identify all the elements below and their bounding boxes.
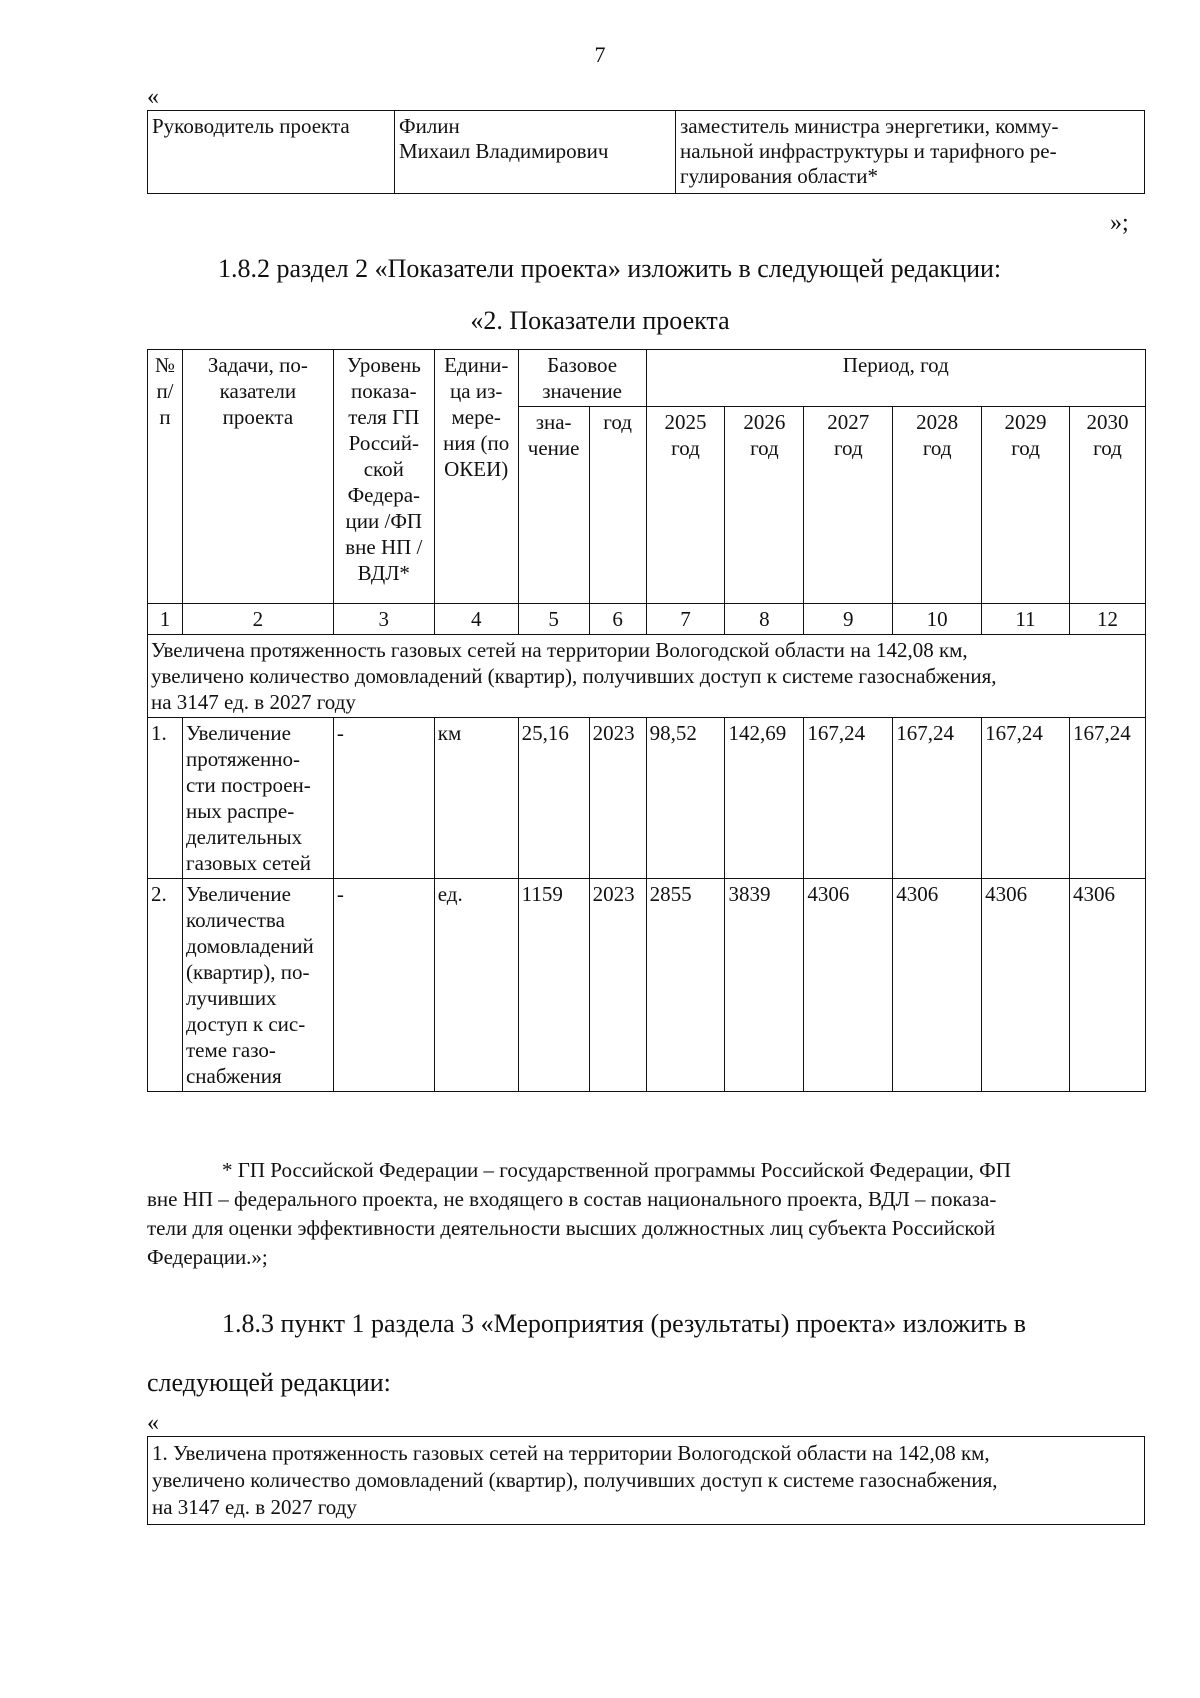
task-line: теме газо- <box>185 1038 276 1062</box>
header-text: год <box>1011 436 1040 460</box>
column-number: 4 <box>434 604 518 635</box>
row-value-2029: 167,24 <box>982 718 1070 879</box>
row-unit: ед. <box>434 879 518 1092</box>
leader-position-line: заместитель министра энергетики, комму- <box>680 114 1059 138</box>
row-base-year: 2023 <box>589 879 646 1092</box>
column-number: 7 <box>646 604 725 635</box>
result-line: увеличено количество домовладений (квартир), получивших доступ к системе газоснабжения, <box>152 1468 998 1492</box>
goal-cell <box>148 635 1146 718</box>
header-text: Федера- <box>347 483 421 507</box>
header-period <box>646 350 1145 407</box>
header-text: ния (по <box>443 431 510 455</box>
leader-name-line: Михаил Владимирович <box>399 139 609 163</box>
header-text: ции /ФП <box>345 509 423 533</box>
table-header-row <box>148 350 1146 407</box>
task-line: сти построен- <box>185 773 311 797</box>
table-row <box>148 718 1146 879</box>
leader-role: Руководитель проекта <box>152 114 350 138</box>
header-text: ца из- <box>450 379 503 403</box>
column-number: 3 <box>333 604 434 635</box>
task-line: Увеличение <box>185 721 291 745</box>
header-text: год <box>750 436 779 460</box>
header-year-2029 <box>982 407 1070 604</box>
row-value-2029: 4306 <box>982 879 1070 1092</box>
row-value-2028: 167,24 <box>893 718 982 879</box>
result-cell <box>148 1437 1145 1525</box>
leader-role-cell <box>148 111 395 194</box>
header-text: Период, год <box>842 353 949 377</box>
header-base-value <box>518 407 589 604</box>
header-base-year <box>589 407 646 604</box>
header-year-2027 <box>804 407 893 604</box>
section-1-8-3-line: следующей редакции: <box>147 1368 391 1397</box>
header-text: Россий- <box>348 431 419 455</box>
row-value-2025: 2855 <box>646 879 725 1092</box>
column-number: 12 <box>1069 604 1145 635</box>
goal-row <box>148 635 1146 718</box>
header-text: 2029 <box>1004 410 1047 434</box>
row-task <box>182 718 333 879</box>
row-level: - <box>333 879 434 1092</box>
row-level: - <box>333 718 434 879</box>
header-text: значение <box>542 379 622 403</box>
task-line: домовладений <box>185 934 314 958</box>
row-base-value: 1159 <box>518 879 589 1092</box>
header-text: ОКЕИ) <box>444 457 509 481</box>
header-text: ВДЛ* <box>357 561 410 585</box>
table-row <box>148 111 1145 194</box>
header-text: год <box>833 436 863 460</box>
header-text: год <box>603 410 632 434</box>
header-text: проекта <box>222 405 294 429</box>
footnote-line: Федерации.»; <box>147 1245 268 1269</box>
leader-position-line: нальной инфраструктуры и тарифного ре- <box>680 139 1057 163</box>
row-num: 1. <box>148 718 183 879</box>
header-text: зна- <box>535 410 572 434</box>
open-quote-2: « <box>147 1410 159 1436</box>
row-value-2028: 4306 <box>893 879 982 1092</box>
task-line: делительных <box>185 825 303 849</box>
footnote-line: вне НП – федерального проекта, не входящего в состав национального проекта, ВДЛ – показа- <box>147 1187 997 1211</box>
result-line: 1. Увеличена протяженность газовых сетей на территории Вологодской области на 142,08 км, <box>152 1441 990 1465</box>
header-text: Уровень <box>346 353 421 377</box>
task-line: снабжения <box>185 1064 282 1088</box>
column-number: 6 <box>589 604 646 635</box>
task-line: количества <box>185 908 285 932</box>
header-text: чение <box>527 436 580 460</box>
header-text: Задачи, по- <box>207 353 308 377</box>
header-text: 2025 <box>664 410 707 434</box>
task-line: (квартир), по- <box>185 960 310 984</box>
header-text: год <box>1093 436 1122 460</box>
goal-line: Увеличена протяженность газовых сетей на территории Вологодской области на 142,08 км, <box>151 638 968 662</box>
row-value-2026: 3839 <box>725 879 804 1092</box>
leader-position-cell <box>676 111 1145 194</box>
header-year-2030 <box>1069 407 1145 604</box>
row-task <box>182 879 333 1092</box>
section-1-8-3 <box>147 1296 1145 1352</box>
footnote-line: * ГП Российской Федерации – государственной программы Российской Федерации, ФП <box>222 1158 1011 1182</box>
table-row <box>148 879 1146 1092</box>
column-number: 11 <box>982 604 1070 635</box>
header-text: показа- <box>351 379 417 403</box>
header-unit <box>434 350 518 604</box>
task-line: Увеличение <box>185 882 291 906</box>
column-number: 10 <box>893 604 982 635</box>
result-table <box>147 1436 1145 1525</box>
row-value-2027: 167,24 <box>804 718 893 879</box>
row-unit: км <box>434 718 518 879</box>
open-quote-1: « <box>147 84 159 110</box>
column-number: 8 <box>725 604 804 635</box>
section-1-8-3-line: 1.8.3 пункт 1 раздела 3 «Мероприятия (результаты) проекта» изложить в <box>222 1309 1027 1338</box>
header-text: 2026 <box>743 410 786 434</box>
column-number: 9 <box>804 604 893 635</box>
task-line: ных распре- <box>185 799 295 823</box>
header-num <box>148 350 183 604</box>
row-base-year: 2023 <box>589 718 646 879</box>
header-base <box>518 350 646 407</box>
header-text: год <box>922 436 952 460</box>
header-year-2025 <box>646 407 725 604</box>
column-number-row <box>148 604 1146 635</box>
row-value-2025: 98,52 <box>646 718 725 879</box>
goal-line: на 3147 ед. в 2027 году <box>151 690 356 714</box>
column-number: 2 <box>182 604 333 635</box>
project-leader-table <box>147 110 1145 194</box>
header-text: мере- <box>451 405 501 429</box>
leader-name-cell <box>395 111 676 194</box>
row-base-value: 25,16 <box>518 718 589 879</box>
header-text: год <box>671 436 700 460</box>
header-year-2028 <box>893 407 982 604</box>
goal-line: увеличено количество домовладений (квартир), получивших доступ к системе газоснабжения, <box>151 664 997 688</box>
leader-name-line: Филин <box>399 114 460 138</box>
header-text: ской <box>363 457 404 481</box>
footnote-line: тели для оценки эффективности деятельности высших должностных лиц субъекта Российской <box>147 1216 996 1240</box>
header-text: № <box>154 353 175 377</box>
header-text: Базовое <box>547 353 618 377</box>
section-1-8-2: 1.8.2 раздел 2 «Показатели проекта» изложить в следующей редакции: <box>218 254 1002 283</box>
task-line: доступ к сис- <box>185 1012 306 1036</box>
header-level <box>333 350 434 604</box>
footnote <box>147 1156 1145 1272</box>
leader-position-line: гулирования области* <box>680 164 878 188</box>
header-text: вне НП / <box>345 535 423 559</box>
row-value-2026: 142,69 <box>725 718 804 879</box>
indicators-title: «2. Показатели проекта <box>470 306 730 335</box>
header-text: п/п <box>156 379 174 429</box>
row-num: 2. <box>148 879 183 1092</box>
page-number: 7 <box>594 42 606 67</box>
header-text: 2027 <box>827 410 870 434</box>
header-text: 2028 <box>916 410 959 434</box>
column-number: 1 <box>148 604 183 635</box>
result-line: на 3147 ед. в 2027 году <box>152 1495 357 1519</box>
task-line: протяженно- <box>185 747 300 771</box>
column-number: 5 <box>518 604 589 635</box>
indicators-table <box>147 349 1146 1092</box>
task-line: лучивших <box>185 986 277 1010</box>
row-value-2030: 4306 <box>1069 879 1145 1092</box>
header-text: теля ГП <box>348 405 420 429</box>
header-year-2026 <box>725 407 804 604</box>
table-row <box>148 1437 1145 1525</box>
row-value-2030: 167,24 <box>1069 718 1145 879</box>
header-text: казатели <box>219 379 297 403</box>
header-text: 2030 <box>1086 410 1129 434</box>
close-quote-1: »; <box>1110 210 1129 236</box>
task-line: газовых сетей <box>185 851 311 875</box>
header-tasks <box>182 350 333 604</box>
header-text: Едини- <box>444 353 509 377</box>
row-value-2027: 4306 <box>804 879 893 1092</box>
